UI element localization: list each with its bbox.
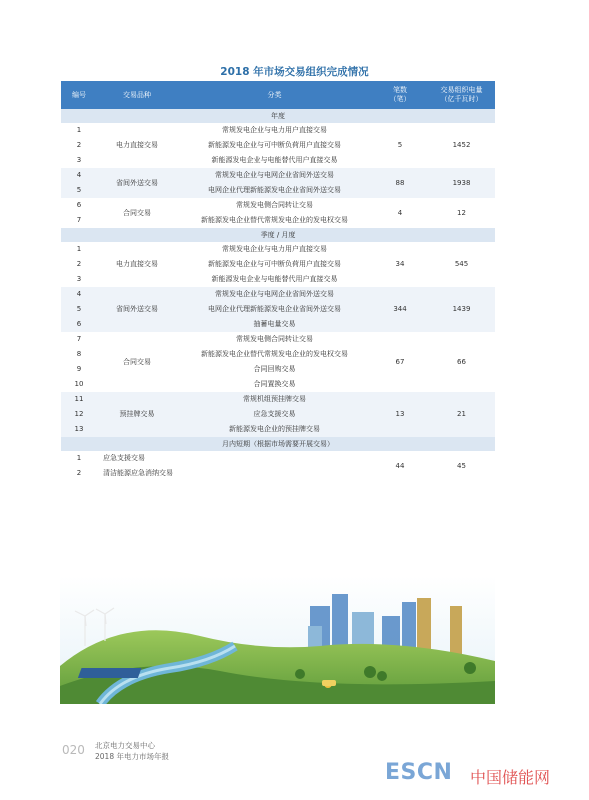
trade-volume: 21 (428, 392, 495, 437)
trade-volume: 45 (457, 461, 466, 470)
section-label: 月内短期（根据市场需要开展交易） (61, 437, 495, 451)
header-cell (428, 81, 495, 109)
header-cell (372, 81, 428, 109)
footer-report: 2018 年电力市场年报 (95, 752, 169, 761)
header-line: 笔数 (393, 86, 407, 94)
row-number: 9 (76, 365, 82, 373)
row-number: 3 (76, 275, 82, 283)
header-cell: 编号 (61, 81, 97, 109)
trade-count: 88 (372, 168, 428, 198)
trade-kind: 合同交易 (123, 208, 151, 217)
header-line: （亿千瓦时） (440, 95, 483, 103)
table-row (61, 451, 495, 466)
section-row (61, 437, 495, 451)
row-number: 11 (61, 392, 97, 407)
trade-kind: 省间外送交易 (97, 168, 177, 198)
table-row (61, 287, 495, 302)
row-number: 5 (61, 183, 97, 198)
page-number: 020 (62, 743, 85, 757)
trade-category: 新能源发电企业与电能替代用户直接交易 (211, 156, 338, 164)
header-cell: 交易品种 (97, 81, 177, 109)
trade-count: 5 (397, 141, 403, 149)
row-number: 1 (76, 245, 82, 253)
trade-volume: 1439 (428, 287, 495, 332)
row-number: 13 (61, 422, 97, 437)
trade-category: 常规发电企业与电力用户直接交易 (222, 126, 327, 134)
row-number: 4 (61, 168, 97, 183)
header-line: （笔） (389, 95, 411, 103)
row-number: 1 (76, 126, 82, 134)
row-number: 1 (76, 454, 82, 462)
trade-count: 13 (372, 392, 428, 437)
trade-kind: 电力直接交易 (116, 141, 158, 149)
city-landscape-illustration (60, 576, 495, 704)
trade-category: 新能源发电企业替代常规发电企业的发电权交易 (201, 216, 348, 224)
trade-category: 新能源发电企业与可中断负荷用户直接交易 (208, 260, 341, 268)
table-row (61, 198, 495, 213)
trade-count: 34 (395, 260, 405, 268)
trade-volume: 12 (457, 208, 466, 217)
trade-category: 新能源发电企业的预挂牌交易 (177, 422, 372, 437)
trade-category: 新能源发电企业与电能替代用户直接交易 (211, 275, 338, 283)
row-number: 8 (76, 350, 82, 358)
watermark-site: 中国储能网 (470, 768, 551, 787)
trade-category: 常规发电侧合同转让交易 (236, 201, 313, 209)
section-row (61, 228, 495, 242)
row-number: 7 (76, 216, 82, 224)
section-row (61, 109, 495, 123)
trade-kind: 合同交易 (123, 357, 151, 366)
trade-volume: 1452 (452, 141, 471, 149)
trade-volume: 66 (457, 357, 466, 366)
trade-category: 应急支援交易 (177, 407, 372, 422)
table-row (61, 168, 495, 183)
table-title: 2018 年市场交易组织完成情况 (220, 66, 369, 78)
watermark-brand: ESCN (385, 760, 453, 785)
header-cell: 分类 (177, 81, 372, 109)
row-number: 3 (76, 156, 82, 164)
row-number: 7 (76, 335, 82, 343)
trade-category: 常规机组预挂牌交易 (177, 392, 372, 407)
trade-count: 4 (397, 208, 403, 217)
table-row (61, 242, 495, 257)
section-label: 季度 / 月度 (61, 228, 495, 242)
row-number: 5 (61, 302, 97, 317)
trade-category: 常规发电企业与电网企业省间外送交易 (177, 168, 372, 183)
trade-volume: 545 (454, 260, 469, 268)
trade-category: 合同回购交易 (253, 365, 296, 373)
row-number: 2 (76, 469, 82, 477)
trade-kind: 预挂牌交易 (97, 392, 177, 437)
row-number: 6 (61, 317, 97, 332)
section-label: 年度 (61, 109, 495, 123)
trade-kind: 应急支援交易 (103, 454, 145, 462)
trade-category: 抽蓄电量交易 (177, 317, 372, 332)
trade-category: 电网企业代理新能源发电企业省间外送交易 (177, 302, 372, 317)
trade-count: 344 (372, 287, 428, 332)
row-number: 6 (76, 201, 82, 209)
table-row (61, 123, 495, 138)
trade-volume: 1938 (428, 168, 495, 198)
trade-category: 新能源发电企业替代常规发电企业的发电权交易 (201, 350, 348, 358)
trade-category: 电网企业代理新能源发电企业省间外送交易 (177, 183, 372, 198)
table-row (61, 392, 495, 407)
trade-table (61, 81, 495, 481)
trade-count: 67 (395, 357, 405, 366)
trade-category: 常规发电侧合同转让交易 (236, 335, 313, 343)
trade-kind: 电力直接交易 (116, 260, 158, 268)
footer-org: 北京电力交易中心 (95, 741, 155, 750)
row-number: 2 (76, 260, 82, 268)
trade-category: 新能源发电企业与可中断负荷用户直接交易 (208, 141, 341, 149)
header-line: 交易组织电量 (440, 86, 483, 94)
table-row (61, 332, 495, 347)
trade-count: 44 (395, 461, 405, 470)
row-number: 10 (74, 380, 84, 388)
trade-kind: 清洁能源应急消纳交易 (103, 469, 173, 477)
trade-category: 合同置换交易 (253, 380, 296, 388)
trade-kind: 省间外送交易 (97, 287, 177, 332)
row-number: 12 (61, 407, 97, 422)
row-number: 2 (76, 141, 82, 149)
row-number: 4 (61, 287, 97, 302)
trade-category: 常规发电企业与电网企业省间外送交易 (177, 287, 372, 302)
table-body (61, 109, 495, 481)
table-header-row (61, 81, 495, 109)
trade-category: 常规发电企业与电力用户直接交易 (222, 245, 327, 253)
